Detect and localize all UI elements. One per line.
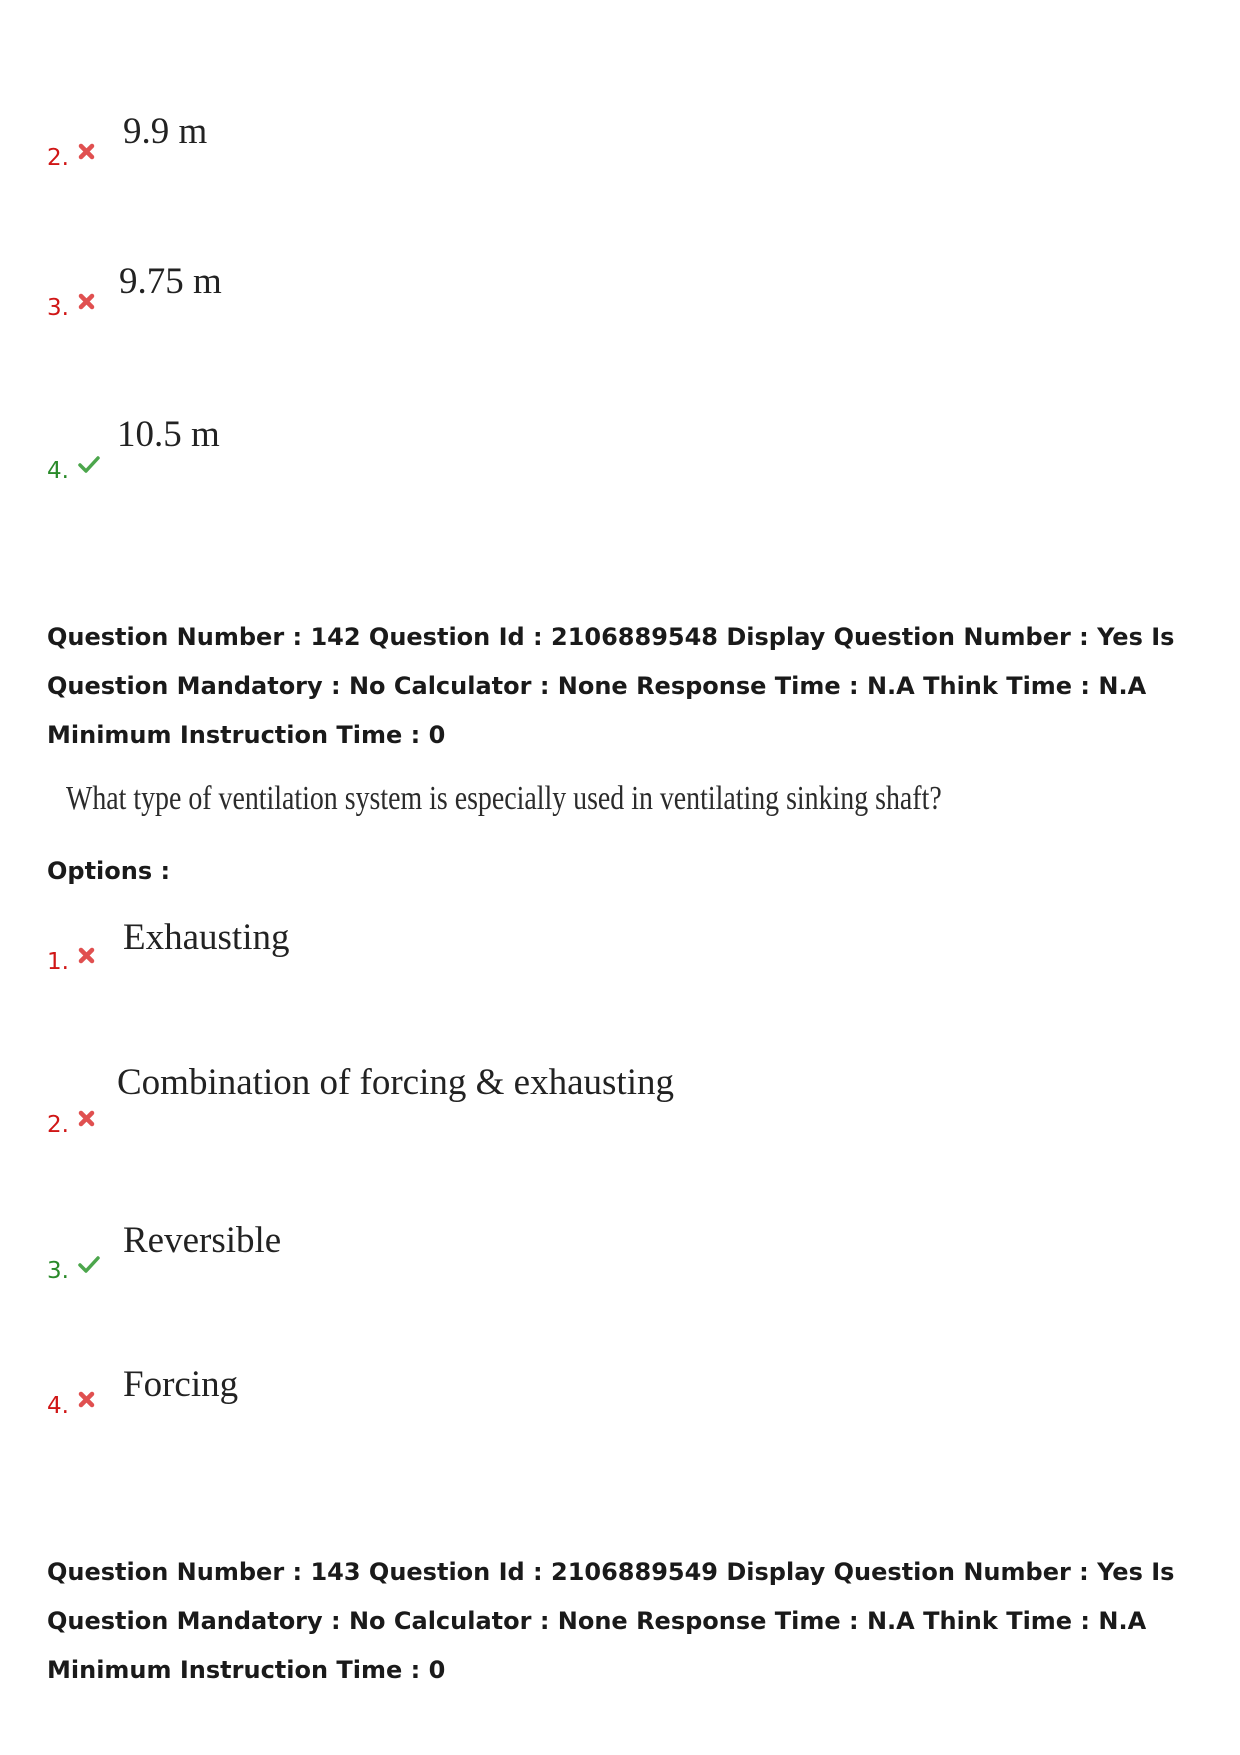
option-number: 2. bbox=[47, 1112, 69, 1138]
cross-icon bbox=[77, 1108, 97, 1128]
option-text: Reversible bbox=[123, 1220, 282, 1261]
option-text: Exhausting bbox=[123, 917, 290, 958]
option-number: 2. bbox=[47, 145, 69, 171]
option-number: 4. bbox=[47, 458, 69, 484]
option-text: Combination of forcing & exhausting bbox=[117, 1062, 674, 1103]
cross-icon bbox=[77, 1389, 97, 1409]
option-text: Forcing bbox=[123, 1364, 239, 1405]
option-number: 4. bbox=[47, 1393, 69, 1419]
question-142-meta: Question Number : 142 Question Id : 2106889548 Display Question Number : Yes Is Question Mandatory : No Calculator : None Response Time : N.A Think Time : N.A Minimum Instruction Time : 0 bbox=[47, 623, 1175, 749]
check-icon bbox=[77, 1254, 101, 1274]
cross-icon bbox=[77, 291, 97, 311]
option-number: 3. bbox=[47, 1258, 69, 1284]
cross-icon bbox=[77, 945, 97, 965]
check-icon bbox=[77, 454, 101, 474]
option-number: 3. bbox=[47, 295, 69, 321]
option-text: 9.9 m bbox=[123, 111, 208, 152]
option-number: 1. bbox=[47, 949, 69, 975]
options-label: Options : bbox=[47, 857, 171, 885]
question-143-meta: Question Number : 143 Question Id : 2106889549 Display Question Number : Yes Is Question Mandatory : No Calculator : None Response Time : N.A Think Time : N.A Minimum Instruction Time : 0 bbox=[47, 1558, 1175, 1684]
cross-icon bbox=[77, 141, 97, 161]
question-142-text: What type of ventilation system is especially used in ventilating sinking shaft? bbox=[66, 780, 942, 817]
option-text: 10.5 m bbox=[117, 414, 220, 455]
option-text: 9.75 m bbox=[119, 261, 222, 302]
